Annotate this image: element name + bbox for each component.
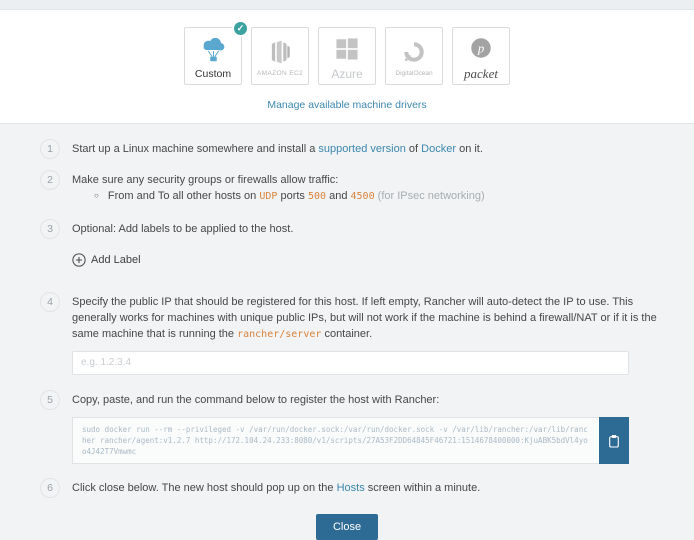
packet-icon xyxy=(469,31,493,65)
step-6-post: screen within a minute. xyxy=(364,482,481,495)
rancher-server-code: rancher/server xyxy=(237,328,322,340)
step-2-mid2: and xyxy=(326,189,351,202)
machine-driver-picker xyxy=(0,10,694,124)
hosts-link[interactable]: Hosts xyxy=(336,482,365,495)
registration-command[interactable]: sudo docker run --rm --privileged -v /var/run/docker.sock:/var/run/docker.sock -v /var/lib/rancher:/var/lib/rancher rancher/agent:v1.2.7 http://172.104.24.233:8080/v1/scripts/27A53F2DD64845F46721:1514678400000:KjuABK5bdVl4yoo4J42T7Vmwmc xyxy=(72,417,599,465)
footer xyxy=(0,514,694,540)
driver-cards-row xyxy=(0,23,694,85)
docker-link[interactable]: Docker xyxy=(421,143,457,155)
driver-card-packet[interactable] xyxy=(452,27,510,85)
step-5 xyxy=(40,390,670,465)
step-6-number: 6 xyxy=(40,478,60,498)
clipboard-icon xyxy=(608,434,620,448)
step-3-number: 3 xyxy=(40,219,60,239)
driver-label-azure: Azure xyxy=(331,66,363,81)
step-6-pre: Click close below. The new host should pop up on the xyxy=(72,482,337,495)
step-2 xyxy=(40,170,670,205)
add-label-button[interactable] xyxy=(72,253,141,267)
step-1 xyxy=(40,139,670,159)
step-1-post: on it. xyxy=(456,143,483,155)
amazon-ec2-icon xyxy=(267,35,293,69)
step-1-text xyxy=(72,139,483,159)
step-6-text xyxy=(72,478,480,498)
step-2-bullet-pre: From and To all other hosts on xyxy=(107,189,260,202)
public-ip-input[interactable] xyxy=(72,351,629,375)
registration-command-row xyxy=(72,417,629,465)
ipsec-note: (for IPsec networking) xyxy=(374,189,485,202)
port-4500-code: 4500 xyxy=(350,190,375,202)
close-button[interactable]: Close xyxy=(316,514,378,540)
step-5-number: 5 xyxy=(40,390,60,410)
selected-check-icon: ✓ xyxy=(232,20,249,37)
step-2-text xyxy=(72,170,485,205)
digitalocean-icon xyxy=(401,35,427,69)
step-1-mid: of xyxy=(405,143,422,155)
supported-version-link[interactable]: supported version xyxy=(318,143,406,155)
setup-steps xyxy=(0,124,694,498)
driver-label-amazon-ec2: AMAZON EC2 xyxy=(256,70,304,77)
step-3 xyxy=(40,219,670,239)
top-bar xyxy=(0,0,694,10)
driver-card-azure[interactable] xyxy=(318,27,376,85)
step-4-text xyxy=(72,292,670,379)
add-label-text: Add Label xyxy=(91,253,141,266)
step-4-pre: Specify the public IP that should be registered for this host. If left empty, Rancher will auto-detect the IP to use. This generally works for machines with unique public IPs, but will not work if the machine is behind a firewall/NAT or if it is the same machine that is running the xyxy=(72,295,657,340)
manage-machine-drivers-link[interactable]: Manage available machine drivers xyxy=(267,99,427,111)
step-1-pre: Start up a Linux machine somewhere and install a xyxy=(72,143,319,155)
step-2-bullet xyxy=(94,189,485,205)
step-4-number: 4 xyxy=(40,292,60,312)
copy-command-button[interactable] xyxy=(599,417,629,465)
step-2-number: 2 xyxy=(40,170,60,190)
svg-text:p: p xyxy=(477,41,485,55)
driver-label-digitalocean: DigitalOcean xyxy=(395,70,433,77)
step-2-title: Make sure any security groups or firewalls allow traffic: xyxy=(72,174,339,186)
azure-windows-icon xyxy=(334,32,360,66)
step-1-number: 1 xyxy=(40,139,60,159)
step-3-text: Optional: Add labels to be applied to the host. xyxy=(72,222,294,235)
driver-card-amazon-ec2[interactable] xyxy=(251,27,309,85)
step-4-post: container. xyxy=(321,327,373,340)
step-2-mid1: ports xyxy=(277,189,308,202)
driver-label-custom: Custom xyxy=(194,67,232,80)
step-5-instruction: Copy, paste, and run the command below to register the host with Rancher: xyxy=(72,393,440,406)
custom-cloud-icon xyxy=(198,33,228,67)
plus-circle-icon xyxy=(72,253,86,267)
step-4 xyxy=(40,292,670,379)
driver-label-packet: packet xyxy=(464,65,498,81)
driver-card-custom[interactable] xyxy=(184,23,245,85)
udp-code: UDP xyxy=(259,190,278,202)
step-6 xyxy=(40,478,670,498)
driver-card-digitalocean[interactable] xyxy=(385,27,443,85)
port-500-code: 500 xyxy=(307,190,327,202)
step-5-text xyxy=(72,390,629,465)
